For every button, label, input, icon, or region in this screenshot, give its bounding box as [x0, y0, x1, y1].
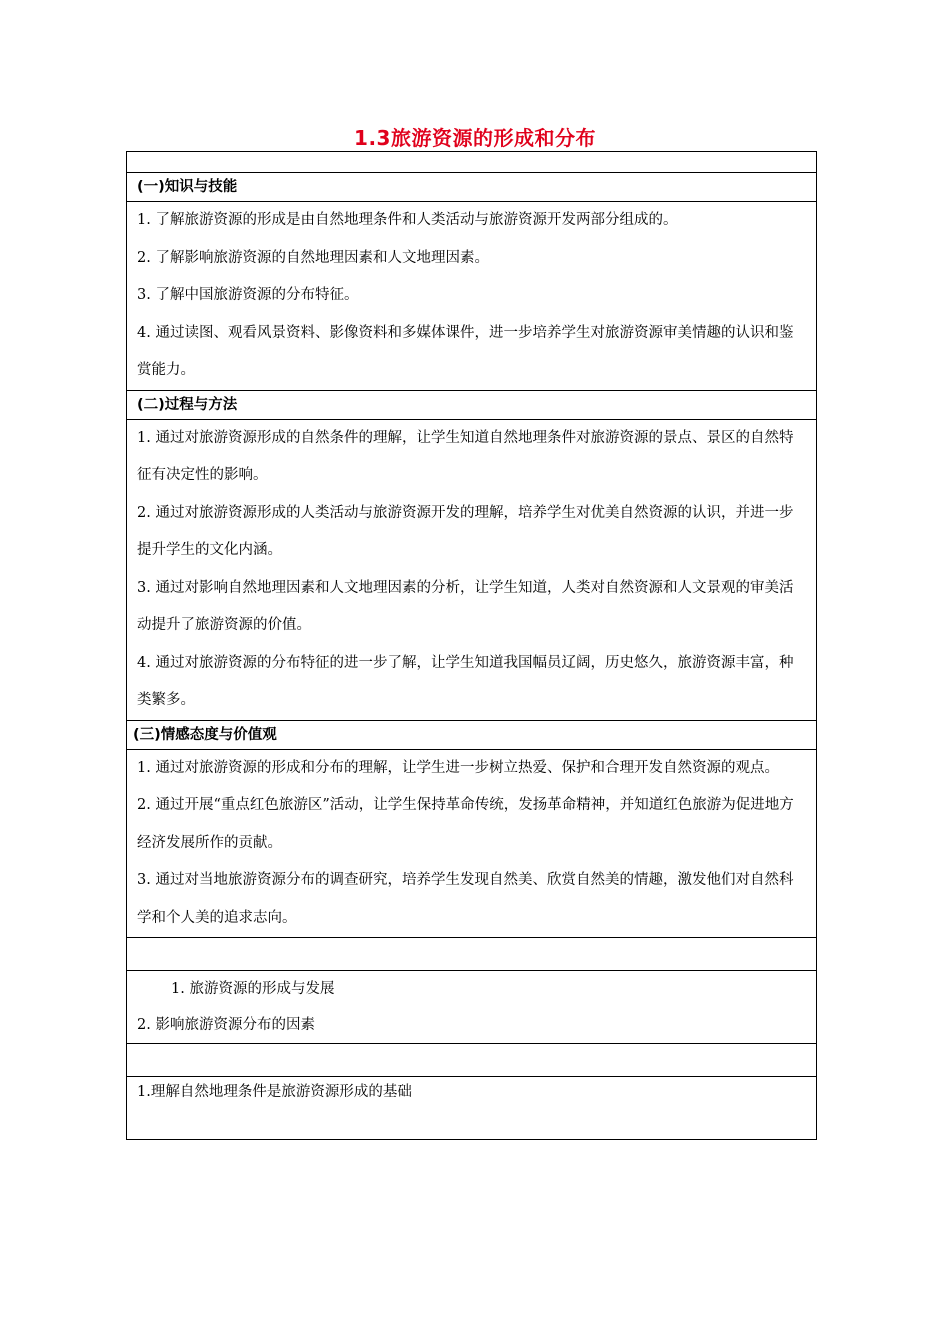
difficulty-row	[127, 1077, 817, 1140]
section-body-row-3	[127, 749, 817, 938]
key-points-row	[127, 971, 817, 1044]
section-body-knowledge	[127, 202, 817, 391]
list-item: 1. 了解旅游资源的形成是由自然地理条件和人类活动与旅游资源开发两部分组成的。	[137, 212, 678, 228]
list-item: 3. 了解中国旅游资源的分布特征。	[137, 287, 359, 303]
list-item: 2. 了解影响旅游资源的自然地理因素和人文地理因素。	[137, 249, 489, 266]
empty-row-top	[127, 152, 817, 173]
list-item: 4. 通过读图、观看风景资料、影像资料和多媒体课件，进一步培养学生对旅游资源审美情趣的认识和鉴赏能力。	[137, 324, 794, 378]
list-item: 2. 通过开展“重点红色旅游区”活动，让学生保持革命传统，发扬革命精神，并知道红色旅游为促进地方经济发展所作的贡献。	[137, 797, 794, 851]
list-item: 1. 通过对旅游资源的形成和分布的理解，让学生进一步树立热爱、保护和合理开发自然资源的观点。	[137, 759, 779, 776]
section-body-emotion	[127, 749, 817, 938]
section-body-row-2	[127, 419, 817, 720]
lesson-plan-table	[126, 151, 817, 1140]
section-heading-emotion: (三)情感态度与价值观	[127, 720, 817, 749]
section-body-row-1	[127, 202, 817, 391]
empty-cell	[127, 152, 817, 173]
empty-row-lower	[127, 1044, 817, 1077]
empty-cell	[127, 938, 817, 971]
list-item: 2. 通过对旅游资源形成的人类活动与旅游资源开发的理解，培养学生对优美自然资源的认识，并进一步提升学生的文化内涵。	[137, 504, 794, 558]
list-item: 3. 通过对当地旅游资源分布的调查研究，培养学生发现自然美、欣赏自然美的情趣，激发他们对自然科学和个人美的追求志向。	[137, 872, 794, 926]
empty-cell	[127, 1044, 817, 1077]
section-body-process	[127, 419, 817, 720]
section-heading-knowledge: (一)知识与技能	[127, 173, 817, 202]
difficulty-item: 1.理解自然地理条件是旅游资源形成的基础	[137, 1084, 412, 1100]
section-heading-row-3	[127, 720, 817, 749]
section-heading-row-1	[127, 173, 817, 202]
key-points-cell	[127, 971, 817, 1044]
empty-row-middle	[127, 938, 817, 971]
key-point-item: 2. 影响旅游资源分布的因素	[137, 1017, 315, 1033]
list-item: 1. 通过对旅游资源形成的自然条件的理解，让学生知道自然地理条件对旅游资源的景点、景区的自然特征有决定性的影响。	[137, 429, 794, 483]
list-item: 4. 通过对旅游资源的分布特征的进一步了解，让学生知道我国幅员辽阔，历史悠久，旅游资源丰富，种类繁多。	[137, 654, 794, 708]
section-heading-process: (二)过程与方法	[127, 390, 817, 419]
difficulty-cell	[127, 1077, 817, 1140]
key-point-item: 1. 旅游资源的形成与发展	[171, 981, 335, 997]
document-title: 1.3旅游资源的形成和分布	[354, 126, 596, 150]
section-heading-row-2	[127, 390, 817, 419]
list-item: 3. 通过对影响自然地理因素和人文地理因素的分析，让学生知道，人类对自然资源和人文景观的审美活动提升了旅游资源的价值。	[137, 579, 794, 633]
